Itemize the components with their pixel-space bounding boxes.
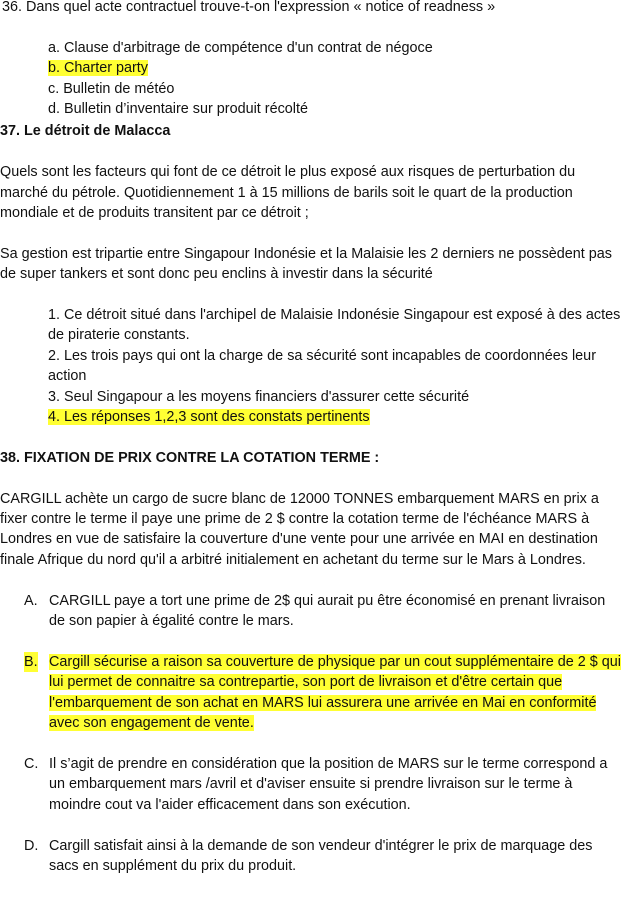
q38-option-a-letter: A. bbox=[24, 592, 38, 609]
spacer bbox=[0, 468, 627, 488]
q36-options bbox=[0, 38, 627, 120]
q38-option-b-letter: B. bbox=[24, 652, 38, 672]
spacer bbox=[0, 142, 627, 162]
q38-option-c-text: Il s’agit de prendre en considération que la position de MARS sur le terme correspond a un embarquement mars /avril et d'aviser ensuite si prendre livraison sur le terme à moindre cout va l'aider efficacement dans son exécution. bbox=[49, 755, 608, 813]
q38-option-c bbox=[0, 754, 627, 815]
q38-option-a bbox=[0, 591, 627, 632]
q37-option-4-highlight: 4. Les réponses 1,2,3 sont des constats pertinents bbox=[48, 409, 370, 426]
q38-title: 38. FIXATION DE PRIX CONTRE LA COTATION TERME : bbox=[0, 449, 380, 466]
q36-option-b bbox=[48, 58, 627, 78]
q38-option-b-text bbox=[49, 652, 621, 734]
q37-paragraph-1: Quels sont les facteurs qui font de ce détroit le plus exposé aux risques de perturbation du marché du pétrole. Quotidiennement 1 à 15 millions de barils soit le quart de la production mondiale et de produits transitent par ce détroit ; bbox=[0, 164, 576, 222]
q38-option-a-text: CARGILL paye a tort une prime de 2$ qui aurait pu être économisé en prenant livraison de son papier à égalité contre le mars. bbox=[49, 592, 606, 630]
q38-paragraph: CARGILL achète un cargo de sucre blanc de 12000 TONNES embarquement MARS en prix a fixer contre le terme il paye une prime de 2 $ contre la cotation terme de l'échéance MARS à Londres en vue de satisfaire la couverture d'une vente pour une arrivée en MAI en destination finale Afrique du nord qu'il a arbitré initialement en achetant du terme sur le Mars à Londres. bbox=[0, 490, 599, 568]
q36-option-d: d. Bulletin d’inventaire sur produit récolté bbox=[48, 101, 308, 118]
q36-question: 36. Dans quel acte contractuel trouve-t-on l'expression « notice of readness » bbox=[2, 0, 496, 15]
q36-option-c: c. Bulletin de météo bbox=[48, 80, 175, 97]
q37-options bbox=[0, 305, 627, 427]
spacer bbox=[0, 815, 627, 835]
q37-paragraph-2: Sa gestion est tripartie entre Singapour Indonésie et la Malaisie les 2 derniers ne possèdent pas de super tankers et sont donc peu enclins à investir dans la sécurité bbox=[0, 245, 612, 283]
q36-option-a: a. Clause d'arbitrage de compétence d'un contrat de négoce bbox=[48, 39, 433, 56]
q37-option-3: 3. Seul Singapour a les moyens financiers d'assurer cette sécurité bbox=[48, 388, 470, 405]
q38-option-b bbox=[0, 652, 627, 734]
q38-option-b-highlight: Cargill sécurise a raison sa couverture de physique par un cout supplémentaire de 2 $ qui lui permet de connaitre sa contrepartie, son port de livraison et d'être certain que l'embarquement de son achat en MARS lui assurera une arrivée en Mai en conformité avec son engagement de vente. bbox=[49, 653, 621, 732]
spacer bbox=[0, 17, 627, 37]
q38-option-d-letter: D. bbox=[24, 837, 39, 854]
spacer bbox=[0, 285, 627, 305]
q37-title: 37. Le détroit de Malacca bbox=[0, 123, 171, 140]
q36-option-b-highlight: b. Charter party bbox=[48, 60, 148, 77]
q37-option-1: 1. Ce détroit situé dans l'archipel de Malaisie Indonésie Singapour est exposé à des actes de piraterie constants. bbox=[48, 307, 621, 344]
spacer bbox=[0, 734, 627, 754]
spacer bbox=[0, 223, 627, 243]
q37-option-2: 2. Les trois pays qui ont la charge de sa sécurité sont incapables de coordonnées leur action bbox=[48, 347, 596, 385]
spacer bbox=[0, 631, 627, 651]
spacer bbox=[0, 570, 627, 590]
q37-option-4 bbox=[48, 407, 627, 427]
q38-option-c-letter: C. bbox=[24, 755, 39, 772]
spacer bbox=[0, 427, 627, 447]
q38-option-d bbox=[0, 836, 627, 877]
q38-option-d-text: Cargill satisfait ainsi à la demande de son vendeur d'intégrer le prix de marquage des sacs en supplément du prix du produit. bbox=[49, 837, 593, 874]
